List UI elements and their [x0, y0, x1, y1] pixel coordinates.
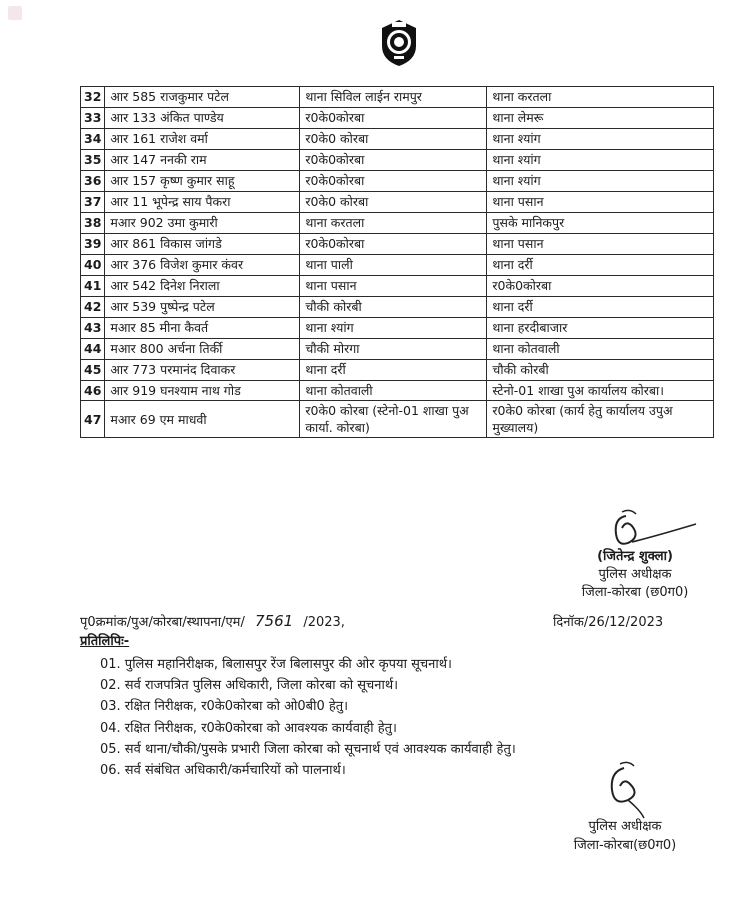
from-posting-cell: थाना कोतवाली: [300, 381, 487, 401]
signatory-designation: पुलिस अधीक्षक: [598, 567, 672, 582]
to-posting-cell: चौकी कोरबी: [487, 360, 714, 381]
to-posting-cell: थाना श्यांग: [487, 129, 714, 150]
from-posting-cell: चौकी कोरबी: [300, 297, 487, 318]
serial-number-cell: 39: [81, 234, 105, 255]
to-posting-cell: थाना श्यांग: [487, 171, 714, 192]
to-posting-cell: थाना पसान: [487, 234, 714, 255]
table-row: [81, 150, 714, 171]
table-row: [81, 171, 714, 192]
from-posting-cell: थाना दर्री: [300, 360, 487, 381]
employee-name-cell: आर 919 घनश्याम नाथ गोड: [105, 381, 300, 401]
reference-number: [80, 612, 345, 630]
signatory-designation-2: पुलिस अधीक्षक: [588, 819, 662, 834]
serial-number-cell: 37: [81, 192, 105, 213]
serial-number-cell: 35: [81, 150, 105, 171]
corner-mark: [8, 6, 22, 20]
employee-name-cell: मआर 902 उमा कुमारी: [105, 213, 300, 234]
table-row: [81, 108, 714, 129]
serial-number-cell: 42: [81, 297, 105, 318]
serial-number-cell: 34: [81, 129, 105, 150]
signatory-district: जिला-कोरबा (छ0ग0): [581, 585, 689, 600]
from-posting-cell: थाना पाली: [300, 255, 487, 276]
serial-number-cell: 36: [81, 171, 105, 192]
serial-number-cell: 45: [81, 360, 105, 381]
cc-item: 03. रक्षित निरीक्षक, र0के0कोरबा को ओ0बी0 हेतु।: [100, 699, 349, 715]
table-row: [81, 318, 714, 339]
from-posting-cell: र0के0कोरबा: [300, 108, 487, 129]
employee-name-cell: आर 157 कृष्ण कुमार साहू: [105, 171, 300, 192]
from-posting-cell: थाना पसान: [300, 276, 487, 297]
cc-item: 05. सर्व थाना/चौकी/पुसके प्रभारी जिला कोरबा को सूचनार्थ एवं आवश्यक कार्यवाही हेतु।: [100, 741, 516, 757]
reference-year: /2023,: [303, 615, 345, 630]
to-posting-cell: थाना करतला: [487, 87, 714, 108]
table-row: [81, 192, 714, 213]
table-row: [81, 339, 714, 360]
employee-name-cell: आर 773 परमानंद दिवाकर: [105, 360, 300, 381]
serial-number-cell: 33: [81, 108, 105, 129]
reference-prefix: पृ0क्रमांक/पुअ/कोरबा/स्थापना/एम/: [80, 615, 245, 630]
employee-name-cell: आर 585 राजकुमार पटेल: [105, 87, 300, 108]
from-posting-cell: र0के0 कोरबा (स्टेनो-01 शाखा पुअ कार्या. कोरबा): [300, 401, 487, 438]
table-row: [81, 213, 714, 234]
table-row: [81, 401, 714, 438]
employee-name-cell: आर 539 पुष्पेन्द्र पटेल: [105, 297, 300, 318]
table-row: [81, 360, 714, 381]
signature-block: [560, 510, 710, 602]
serial-number-cell: 43: [81, 318, 105, 339]
from-posting-cell: र0के0 कोरबा: [300, 192, 487, 213]
employee-name-cell: आर 11 भूपेन्द्र साय पैकरा: [105, 192, 300, 213]
serial-number-cell: 40: [81, 255, 105, 276]
employee-name-cell: आर 542 दिनेश निराला: [105, 276, 300, 297]
from-posting-cell: थाना सिविल लाईन रामपुर: [300, 87, 487, 108]
serial-number-cell: 44: [81, 339, 105, 360]
reference-serial: 7561: [254, 612, 294, 630]
employee-name-cell: मआर 85 मीना कैवर्त: [105, 318, 300, 339]
to-posting-cell: थाना दर्री: [487, 255, 714, 276]
table-row: [81, 381, 714, 401]
table-row: [81, 297, 714, 318]
from-posting-cell: र0के0कोरबा: [300, 150, 487, 171]
table-row: [81, 234, 714, 255]
table-row: [81, 276, 714, 297]
employee-name-cell: आर 861 विकास जांगडे: [105, 234, 300, 255]
signature-block-2: [560, 817, 690, 855]
signatory-name: (जितेन्द्र शुक्ला): [597, 549, 673, 564]
to-posting-cell: र0के0 कोरबा (कार्य हेतु कार्यालय उपुअ मुख्यालय): [487, 401, 714, 438]
cc-item: 02. सर्व राजपत्रित पुलिस अधिकारी, जिला कोरबा को सूचनार्थ।: [100, 678, 399, 694]
to-posting-cell: स्टेनो-01 शाखा पुअ कार्यालय कोरबा।: [487, 381, 714, 401]
to-posting-cell: थाना श्यांग: [487, 150, 714, 171]
from-posting-cell: थाना करतला: [300, 213, 487, 234]
table-row: [81, 87, 714, 108]
from-posting-cell: थाना श्यांग: [300, 318, 487, 339]
employee-name-cell: आर 147 ननकी राम: [105, 150, 300, 171]
employee-name-cell: मआर 69 एम माधवी: [105, 401, 300, 438]
from-posting-cell: र0के0कोरबा: [300, 171, 487, 192]
serial-number-cell: 46: [81, 381, 105, 401]
employee-name-cell: आर 161 राजेश वर्मा: [105, 129, 300, 150]
table-row: [81, 255, 714, 276]
to-posting-cell: थाना कोतवाली: [487, 339, 714, 360]
reference-date: दिनॉक/26/12/2023: [553, 615, 664, 630]
cc-item: 06. सर्व संबंधित अधिकारी/कर्मचारियों को पालनार्थ।: [100, 763, 346, 779]
from-posting-cell: र0के0 कोरबा: [300, 129, 487, 150]
employee-name-cell: आर 133 अंकित पाण्डेय: [105, 108, 300, 129]
cc-list: [100, 654, 516, 781]
to-posting-cell: थाना पसान: [487, 192, 714, 213]
police-emblem-icon: [376, 18, 422, 68]
from-posting-cell: र0के0कोरबा: [300, 234, 487, 255]
employee-name-cell: मआर 800 अर्चना तिर्की: [105, 339, 300, 360]
table-row: [81, 129, 714, 150]
serial-number-cell: 38: [81, 213, 105, 234]
cc-item: 04. रक्षित निरीक्षक, र0के0कोरबा को आवश्यक कार्यवाही हेतु।: [100, 720, 397, 736]
cc-item: 01. पुलिस महानिरीक्षक, बिलासपुर रेंज बिलासपुर की ओर कृपया सूचनार्थ।: [100, 657, 452, 672]
employee-name-cell: आर 376 विजेश कुमार कंवर: [105, 255, 300, 276]
transfer-table: [80, 86, 714, 438]
serial-number-cell: 47: [81, 401, 105, 438]
serial-number-cell: 41: [81, 276, 105, 297]
from-posting-cell: चौकी मोरगा: [300, 339, 487, 360]
to-posting-cell: थाना दर्री: [487, 297, 714, 318]
to-posting-cell: थाना लेमरू: [487, 108, 714, 129]
to-posting-cell: र0के0कोरबा: [487, 276, 714, 297]
to-posting-cell: पुसके मानिकपुर: [487, 213, 714, 234]
signatory-district-2: जिला-कोरबा(छ0ग0): [573, 838, 677, 853]
serial-number-cell: 32: [81, 87, 105, 108]
signature-icon: [600, 760, 670, 820]
to-posting-cell: थाना हरदीबाजार: [487, 318, 714, 339]
cc-title: प्रतिलिपिः-: [80, 634, 130, 649]
